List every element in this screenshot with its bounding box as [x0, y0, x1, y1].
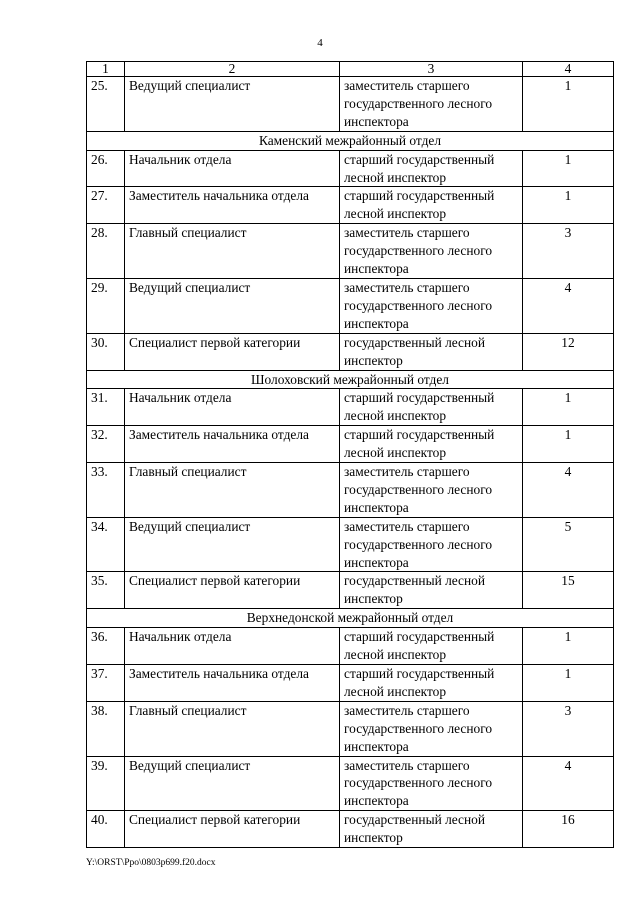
row-number: 30. [87, 333, 125, 370]
role-cell: старший государственный лесной инспектор [340, 628, 523, 665]
header-col-3: 3 [340, 62, 523, 77]
table-header-row [87, 62, 614, 77]
count-cell: 15 [523, 572, 614, 609]
count-cell: 3 [523, 701, 614, 756]
role-cell: заместитель старшего государственного лесного инспектора [340, 756, 523, 811]
row-number: 40. [87, 811, 125, 848]
row-number: 39. [87, 756, 125, 811]
position-cell: Специалист первой категории [125, 811, 340, 848]
section-title: Шолоховский межрайонный отдел [87, 370, 614, 389]
count-cell: 4 [523, 756, 614, 811]
row-number: 35. [87, 572, 125, 609]
table-row [87, 701, 614, 756]
table-row [87, 389, 614, 426]
table-row [87, 463, 614, 518]
role-cell: старший государственный лесной инспектор [340, 426, 523, 463]
section-row [87, 370, 614, 389]
row-number: 38. [87, 701, 125, 756]
table-row [87, 150, 614, 187]
role-cell: старший государственный лесной инспектор [340, 665, 523, 702]
position-cell: Главный специалист [125, 224, 340, 279]
row-number: 34. [87, 517, 125, 572]
row-number: 32. [87, 426, 125, 463]
section-title: Верхнедонской межрайонный отдел [87, 609, 614, 628]
row-number: 37. [87, 665, 125, 702]
role-cell: старший государственный лесной инспектор [340, 389, 523, 426]
count-cell: 5 [523, 517, 614, 572]
position-cell: Заместитель начальника отдела [125, 426, 340, 463]
count-cell: 1 [523, 77, 614, 132]
page-number: 4 [317, 37, 323, 49]
count-cell: 1 [523, 426, 614, 463]
position-cell: Ведущий специалист [125, 77, 340, 132]
count-cell: 16 [523, 811, 614, 848]
role-cell: заместитель старшего государственного лесного инспектора [340, 463, 523, 518]
position-cell: Начальник отдела [125, 389, 340, 426]
position-cell: Главный специалист [125, 701, 340, 756]
position-cell: Специалист первой категории [125, 333, 340, 370]
role-cell: заместитель старшего государственного лесного инспектора [340, 517, 523, 572]
row-number: 26. [87, 150, 125, 187]
role-cell: заместитель старшего государственного лесного инспектора [340, 701, 523, 756]
header-col-4: 4 [523, 62, 614, 77]
position-cell: Начальник отдела [125, 628, 340, 665]
role-cell: старший государственный лесной инспектор [340, 187, 523, 224]
row-number: 27. [87, 187, 125, 224]
count-cell: 1 [523, 665, 614, 702]
role-cell: заместитель старшего государственного лесного инспектора [340, 224, 523, 279]
table-row [87, 811, 614, 848]
count-cell: 4 [523, 278, 614, 333]
role-cell: государственный лесной инспектор [340, 572, 523, 609]
section-title: Каменский межрайонный отдел [87, 131, 614, 150]
count-cell: 1 [523, 150, 614, 187]
row-number: 25. [87, 77, 125, 132]
table-row [87, 333, 614, 370]
role-cell: заместитель старшего государственного лесного инспектора [340, 278, 523, 333]
staff-table [86, 61, 614, 848]
row-number: 29. [87, 278, 125, 333]
file-path-footer: Y:\ORST\Ppo\0803p699.f20.docx [86, 858, 216, 868]
position-cell: Заместитель начальника отдела [125, 187, 340, 224]
table-row [87, 187, 614, 224]
row-number: 33. [87, 463, 125, 518]
count-cell: 1 [523, 389, 614, 426]
position-cell: Ведущий специалист [125, 278, 340, 333]
role-cell: государственный лесной инспектор [340, 333, 523, 370]
section-row [87, 609, 614, 628]
position-cell: Начальник отдела [125, 150, 340, 187]
section-row [87, 131, 614, 150]
row-number: 28. [87, 224, 125, 279]
count-cell: 4 [523, 463, 614, 518]
table-row [87, 426, 614, 463]
header-col-1: 1 [87, 62, 125, 77]
count-cell: 1 [523, 187, 614, 224]
row-number: 36. [87, 628, 125, 665]
table-row [87, 517, 614, 572]
count-cell: 1 [523, 628, 614, 665]
table-row [87, 628, 614, 665]
position-cell: Заместитель начальника отдела [125, 665, 340, 702]
count-cell: 3 [523, 224, 614, 279]
header-col-2: 2 [125, 62, 340, 77]
position-cell: Специалист первой категории [125, 572, 340, 609]
table-row [87, 756, 614, 811]
table-row [87, 77, 614, 132]
role-cell: старший государственный лесной инспектор [340, 150, 523, 187]
staff-table-body [87, 62, 614, 848]
table-row [87, 224, 614, 279]
table-row [87, 572, 614, 609]
row-number: 31. [87, 389, 125, 426]
role-cell: государственный лесной инспектор [340, 811, 523, 848]
position-cell: Ведущий специалист [125, 517, 340, 572]
role-cell: заместитель старшего государственного лесного инспектора [340, 77, 523, 132]
table-row [87, 278, 614, 333]
position-cell: Главный специалист [125, 463, 340, 518]
table-row [87, 665, 614, 702]
position-cell: Ведущий специалист [125, 756, 340, 811]
count-cell: 12 [523, 333, 614, 370]
